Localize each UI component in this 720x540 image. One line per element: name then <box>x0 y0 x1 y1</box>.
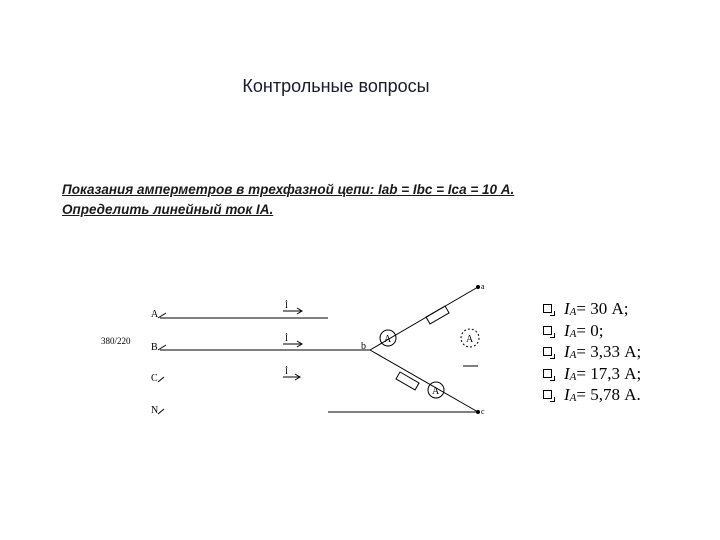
answer-options <box>543 298 641 406</box>
node-a-dot <box>477 286 480 289</box>
checkbox-bullet-icon <box>543 369 552 378</box>
checkbox-bullet-icon <box>543 390 552 399</box>
terminal-n-tick <box>158 409 164 414</box>
node-c-label: c <box>481 407 485 416</box>
checkbox-bullet-icon <box>543 347 552 356</box>
terminal-a-tick <box>158 313 166 318</box>
ammeter-1-label: A <box>384 334 392 345</box>
current-b-label: İ <box>285 333 288 343</box>
ammeter-2-label: A <box>466 334 474 345</box>
voltage-label: 380/220 <box>101 336 131 346</box>
label-neutral: N <box>151 405 159 416</box>
answer-option[interactable]: I A = 17,3 А; <box>543 363 641 385</box>
answer-option[interactable]: I A = 3,33 А; <box>543 341 641 363</box>
answer-option[interactable]: I A = 30 А; <box>543 298 641 320</box>
label-phase-b: B <box>151 342 158 353</box>
checkbox-bullet-icon <box>543 304 552 313</box>
ammeter-3-label: A <box>432 386 440 397</box>
current-a-label: İ <box>285 300 288 310</box>
load-resistor-bc <box>396 372 419 390</box>
checkbox-bullet-icon <box>543 326 552 335</box>
label-phase-c: C <box>151 373 158 384</box>
label-phase-a: A <box>151 309 159 320</box>
slide-title: Контрольные вопросы <box>242 76 430 96</box>
problem-line-1: Показания амперметров в трехфазной цепи: Iab = Ibc = Ica = 10 А. <box>62 182 515 197</box>
branch-b-c <box>370 350 478 412</box>
load-resistor-ab <box>426 306 449 324</box>
current-c-label: İ <box>285 366 288 376</box>
node-a-label: a <box>481 282 485 291</box>
node-b-label: b <box>361 341 366 352</box>
answer-option[interactable]: I A = 5,78 А. <box>543 384 641 406</box>
terminal-b-tick <box>158 345 166 350</box>
answer-option[interactable]: I A = 0; <box>543 320 641 342</box>
node-c-dot <box>477 411 480 414</box>
problem-line-2: Определить линейный ток IA. <box>62 202 274 217</box>
terminal-c-tick <box>158 377 164 382</box>
